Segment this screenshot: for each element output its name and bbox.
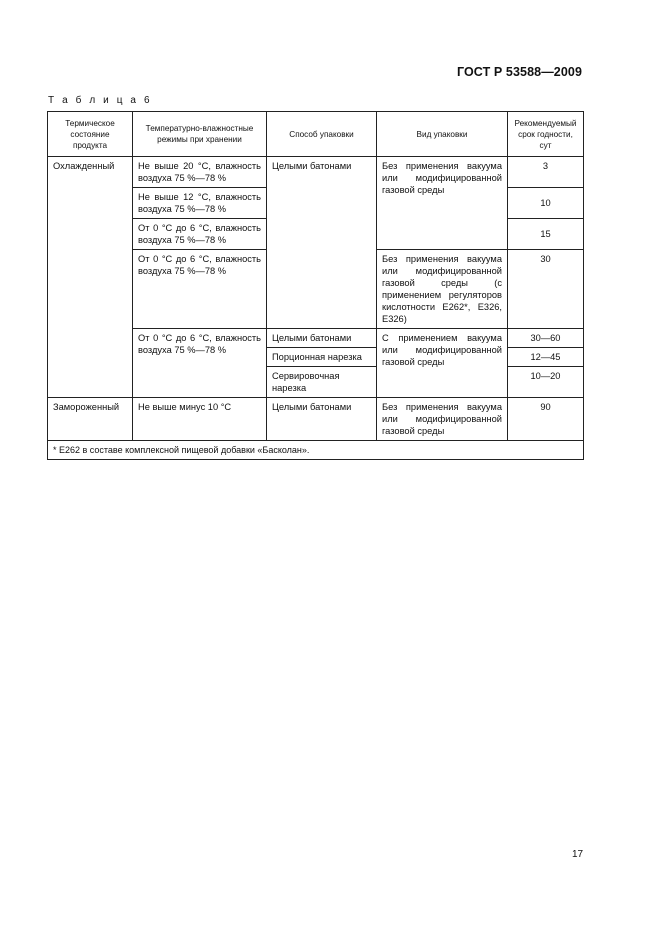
document-code: ГОСТ Р 53588—2009 bbox=[456, 65, 582, 79]
regime-cell: Не выше 12 °С, влажность воздуха 75 %—78 % bbox=[133, 188, 267, 219]
term-cell: 15 bbox=[508, 219, 584, 250]
column-header-pack: Вид упаковки bbox=[377, 112, 508, 157]
column-header-regime: Температурно-влажностные режимы при хранении bbox=[133, 112, 267, 157]
term-cell: 30 bbox=[508, 250, 584, 329]
table-row bbox=[48, 398, 584, 441]
pack-cell: Без применения вакуума или модифицированной газовой среды (с применением регуляторов кислотности Е262*, Е326, Е326) bbox=[377, 250, 508, 329]
pack-cell: Без применения вакуума или модифицированной газовой среды bbox=[377, 398, 508, 441]
regime-cell: Не выше минус 10 °С bbox=[133, 398, 267, 441]
table-row bbox=[48, 157, 584, 188]
term-cell: 30—60 bbox=[508, 329, 584, 348]
column-header-term: Рекомендуемый срок годности, сут bbox=[508, 112, 584, 157]
method-cell: Порционная нарезка bbox=[267, 348, 377, 367]
state-cell: Замороженный bbox=[48, 398, 133, 441]
regime-cell: Не выше 20 °С, влажность воздуха 75 %—78 % bbox=[133, 157, 267, 188]
header-row bbox=[48, 112, 584, 157]
regime-cell: От 0 °С до 6 °С, влажность воздуха 75 %—78 % bbox=[133, 219, 267, 250]
table-caption: Т а б л и ц а 6 bbox=[48, 95, 153, 106]
state-cell: Охлажденный bbox=[48, 157, 133, 398]
regime-cell: От 0 °С до 6 °С, влажность воздуха 75 %—78 % bbox=[133, 250, 267, 329]
method-cell: Целыми батонами bbox=[267, 329, 377, 348]
method-cell: Сервировочная нарезка bbox=[267, 367, 377, 398]
term-cell: 3 bbox=[508, 157, 584, 188]
footnote-row bbox=[48, 441, 584, 460]
column-header-state: Термическое состояние продукта bbox=[48, 112, 133, 157]
method-cell: Целыми батонами bbox=[267, 398, 377, 441]
column-header-method: Способ упаковки bbox=[267, 112, 377, 157]
pack-cell: С применением вакуума или модифицированной газовой среды bbox=[377, 329, 508, 398]
storage-table bbox=[47, 111, 584, 460]
page-number: 17 bbox=[572, 849, 584, 860]
pack-cell: Без применения вакуума или модифицированной газовой среды bbox=[377, 157, 508, 250]
term-cell: 12—45 bbox=[508, 348, 584, 367]
term-cell: 90 bbox=[508, 398, 584, 441]
table-footnote: * Е262 в составе комплексной пищевой добавки «Басколан». bbox=[48, 441, 584, 460]
regime-cell: От 0 °С до 6 °С, влажность воздуха 75 %—78 % bbox=[133, 329, 267, 398]
term-cell: 10 bbox=[508, 188, 584, 219]
method-cell: Целыми батонами bbox=[267, 157, 377, 329]
term-cell: 10—20 bbox=[508, 367, 584, 398]
